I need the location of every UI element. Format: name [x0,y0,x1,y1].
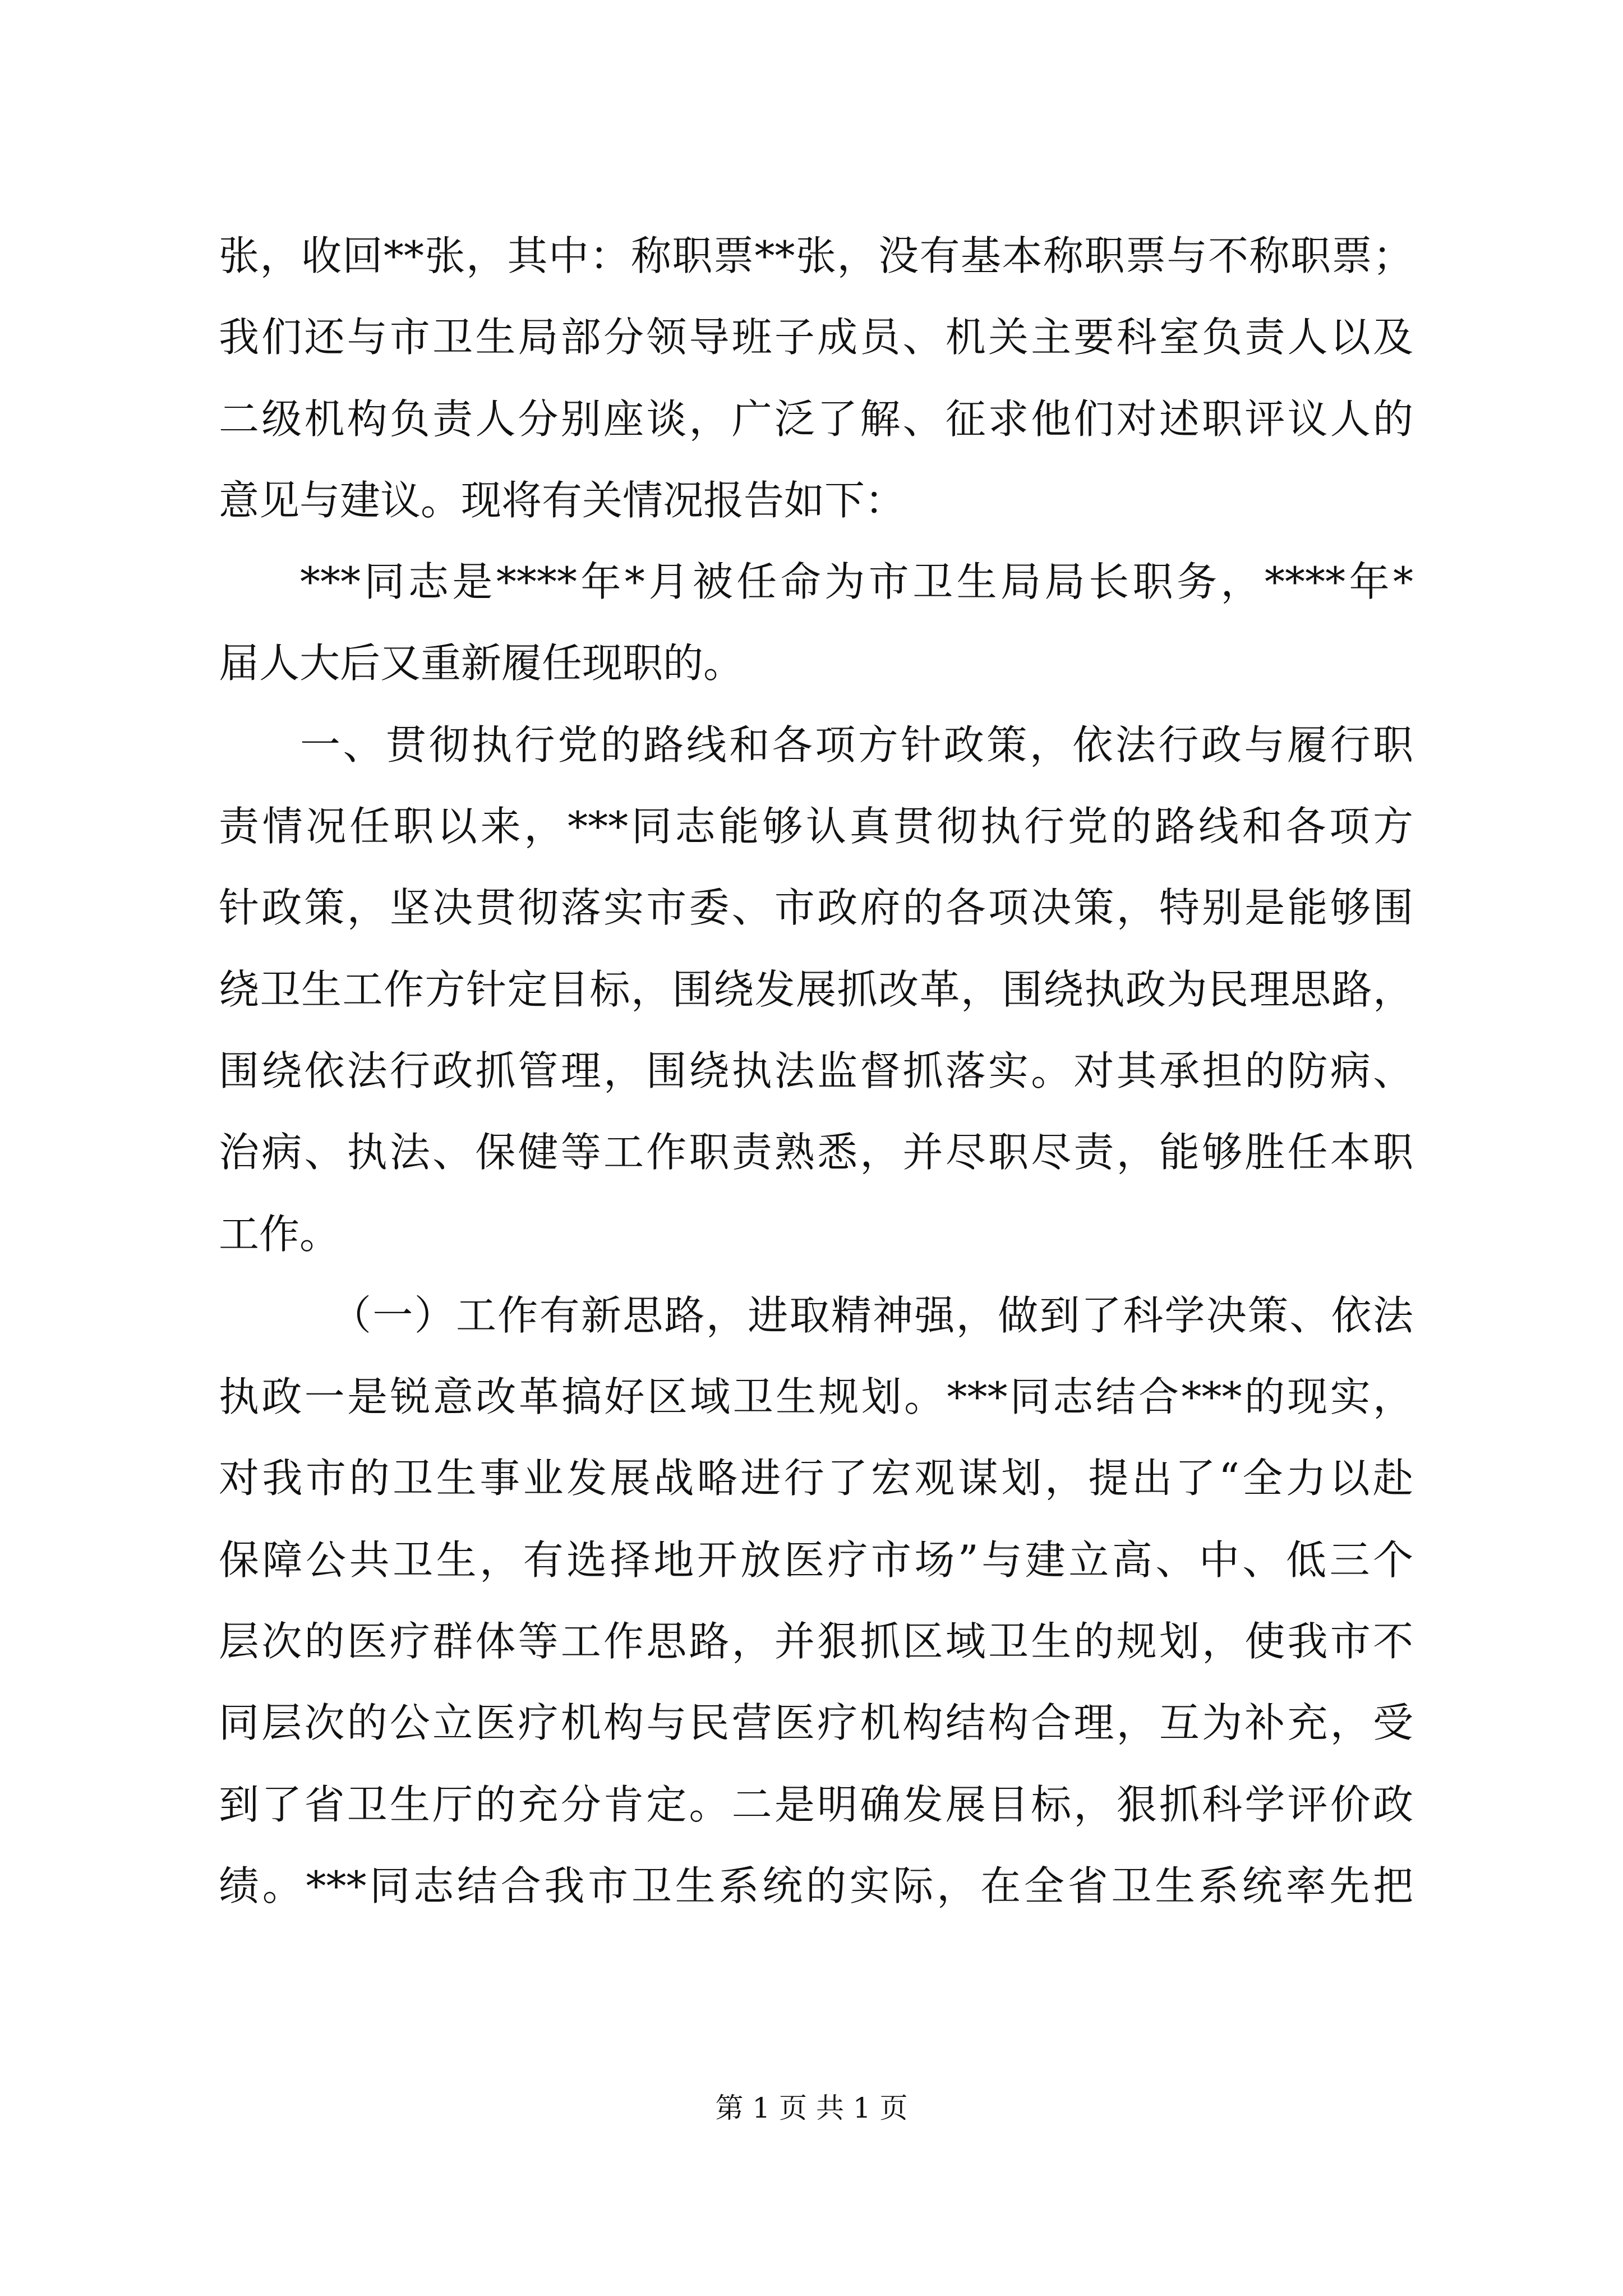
text-line: 保障公共卫生，有选择地开放医疗市场”与建立高、中、低三个 [219,1536,1413,1584]
text-line: 一、贯彻执行党的路线和各项方针政策，依法行政与履行职 [300,721,1413,769]
text-line: 绕卫生工作方针定目标，围绕发展抓改革，围绕执政为民理思路， [219,965,1413,1013]
text-line: 届人大后又重新履任现职的。 [219,639,744,687]
text-line: 针政策，坚决贯彻落实市委、市政府的各项决策，特别是能够围 [219,884,1413,932]
text-line: 意见与建议。现将有关情况报告如下： [219,476,906,524]
page-number: 第 1 页 共 1 页 [715,2092,908,2124]
text-line: ***同志是****年*月被任命为市卫生局局长职务，****年* [300,558,1413,606]
text-line: 工作。 [219,1210,340,1258]
text-line: 执政一是锐意改革搞好区域卫生规划。***同志结合***的现实， [219,1373,1413,1421]
text-line: 张，收回**张，其中：称职票**张，没有基本称职票与不称职票； [219,232,1413,279]
paragraph [219,1275,1413,1927]
text-line: （一）工作有新思路，进取精神强，做到了科学决策、依法 [331,1291,1413,1339]
text-line: 绩。***同志结合我市卫生系统的实际，在全省卫生系统率先把 [219,1862,1413,1910]
text-line: 对我市的卫生事业发展战略进行了宏观谋划，提出了“全力以赴 [219,1455,1413,1502]
text-line: 责情况任职以来，***同志能够认真贯彻执行党的路线和各项方 [219,803,1413,850]
page-footer [0,2091,1623,2125]
text-line: 到了省卫生厅的充分肯定。二是明确发展目标，狠抓科学评价政 [219,1780,1413,1828]
paragraph [219,541,1413,705]
text-line: 围绕依法行政抓管理，围绕执法监督抓落实。对其承担的防病、 [219,1047,1413,1094]
text-line: 我们还与市卫生局部分领导班子成员、机关主要科室负责人以及 [219,314,1413,361]
paragraph [219,705,1413,1275]
text-line: 二级机构负责人分别座谈，广泛了解、征求他们对述职评议人的 [219,395,1413,443]
text-line: 同层次的公立医疗机构与民营医疗机构结构合理，互为补充，受 [219,1699,1413,1747]
body-text [219,215,1413,1927]
text-line: 治病、执法、保健等工作职责熟悉，并尽职尽责，能够胜任本职 [219,1129,1413,1176]
text-line: 层次的医疗群体等工作思路，并狠抓区域卫生的规划，使我市不 [219,1618,1413,1665]
paragraph [219,215,1413,541]
